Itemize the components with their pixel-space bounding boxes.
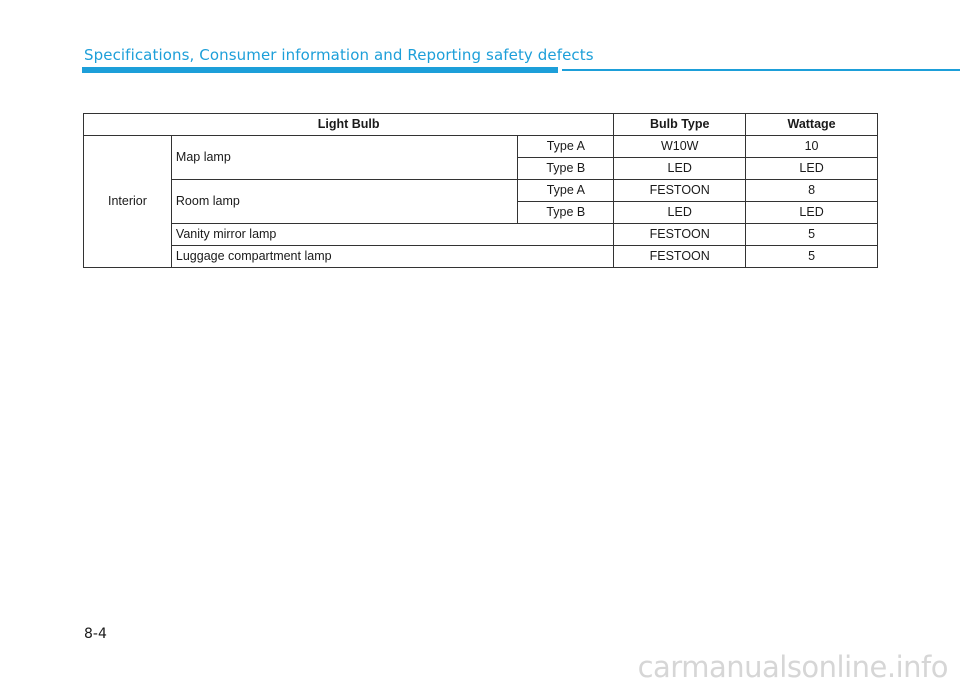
wattage-cell: 10	[746, 136, 878, 158]
row-label-room-lamp: Room lamp	[171, 180, 517, 224]
wattage-cell: 5	[746, 224, 878, 246]
variant-label: Type A	[518, 136, 614, 158]
variant-label: Type B	[518, 202, 614, 224]
table-row	[84, 246, 878, 268]
table-header-row	[84, 114, 878, 136]
bulb-type-cell: FESTOON	[614, 180, 746, 202]
group-interior: Interior	[84, 136, 172, 268]
wattage-cell: LED	[746, 158, 878, 180]
table-row	[84, 224, 878, 246]
bulb-type-cell: W10W	[614, 136, 746, 158]
bulb-type-cell: FESTOON	[614, 224, 746, 246]
column-header-light-bulb: Light Bulb	[84, 114, 614, 136]
column-header-wattage: Wattage	[746, 114, 878, 136]
page-number: 8-4	[84, 626, 107, 642]
row-label-luggage-compartment-lamp: Luggage compartment lamp	[171, 246, 613, 268]
header-rule-thick	[82, 67, 558, 73]
bulb-type-cell: LED	[614, 202, 746, 224]
row-label-vanity-mirror-lamp: Vanity mirror lamp	[171, 224, 613, 246]
wattage-cell: 8	[746, 180, 878, 202]
bulb-spec-table	[83, 113, 878, 268]
bulb-type-cell: LED	[614, 158, 746, 180]
variant-label: Type A	[518, 180, 614, 202]
wattage-cell: LED	[746, 202, 878, 224]
watermark: carmanualsonline.info	[637, 650, 948, 684]
variant-label: Type B	[518, 158, 614, 180]
table-row	[84, 136, 878, 158]
section-title: Specifications, Consumer information and Reporting safety defects	[84, 46, 594, 64]
bulb-type-cell: FESTOON	[614, 246, 746, 268]
wattage-cell: 5	[746, 246, 878, 268]
header-rule-thin	[562, 69, 960, 71]
column-header-bulb-type: Bulb Type	[614, 114, 746, 136]
table-row	[84, 180, 878, 202]
row-label-map-lamp: Map lamp	[171, 136, 517, 180]
